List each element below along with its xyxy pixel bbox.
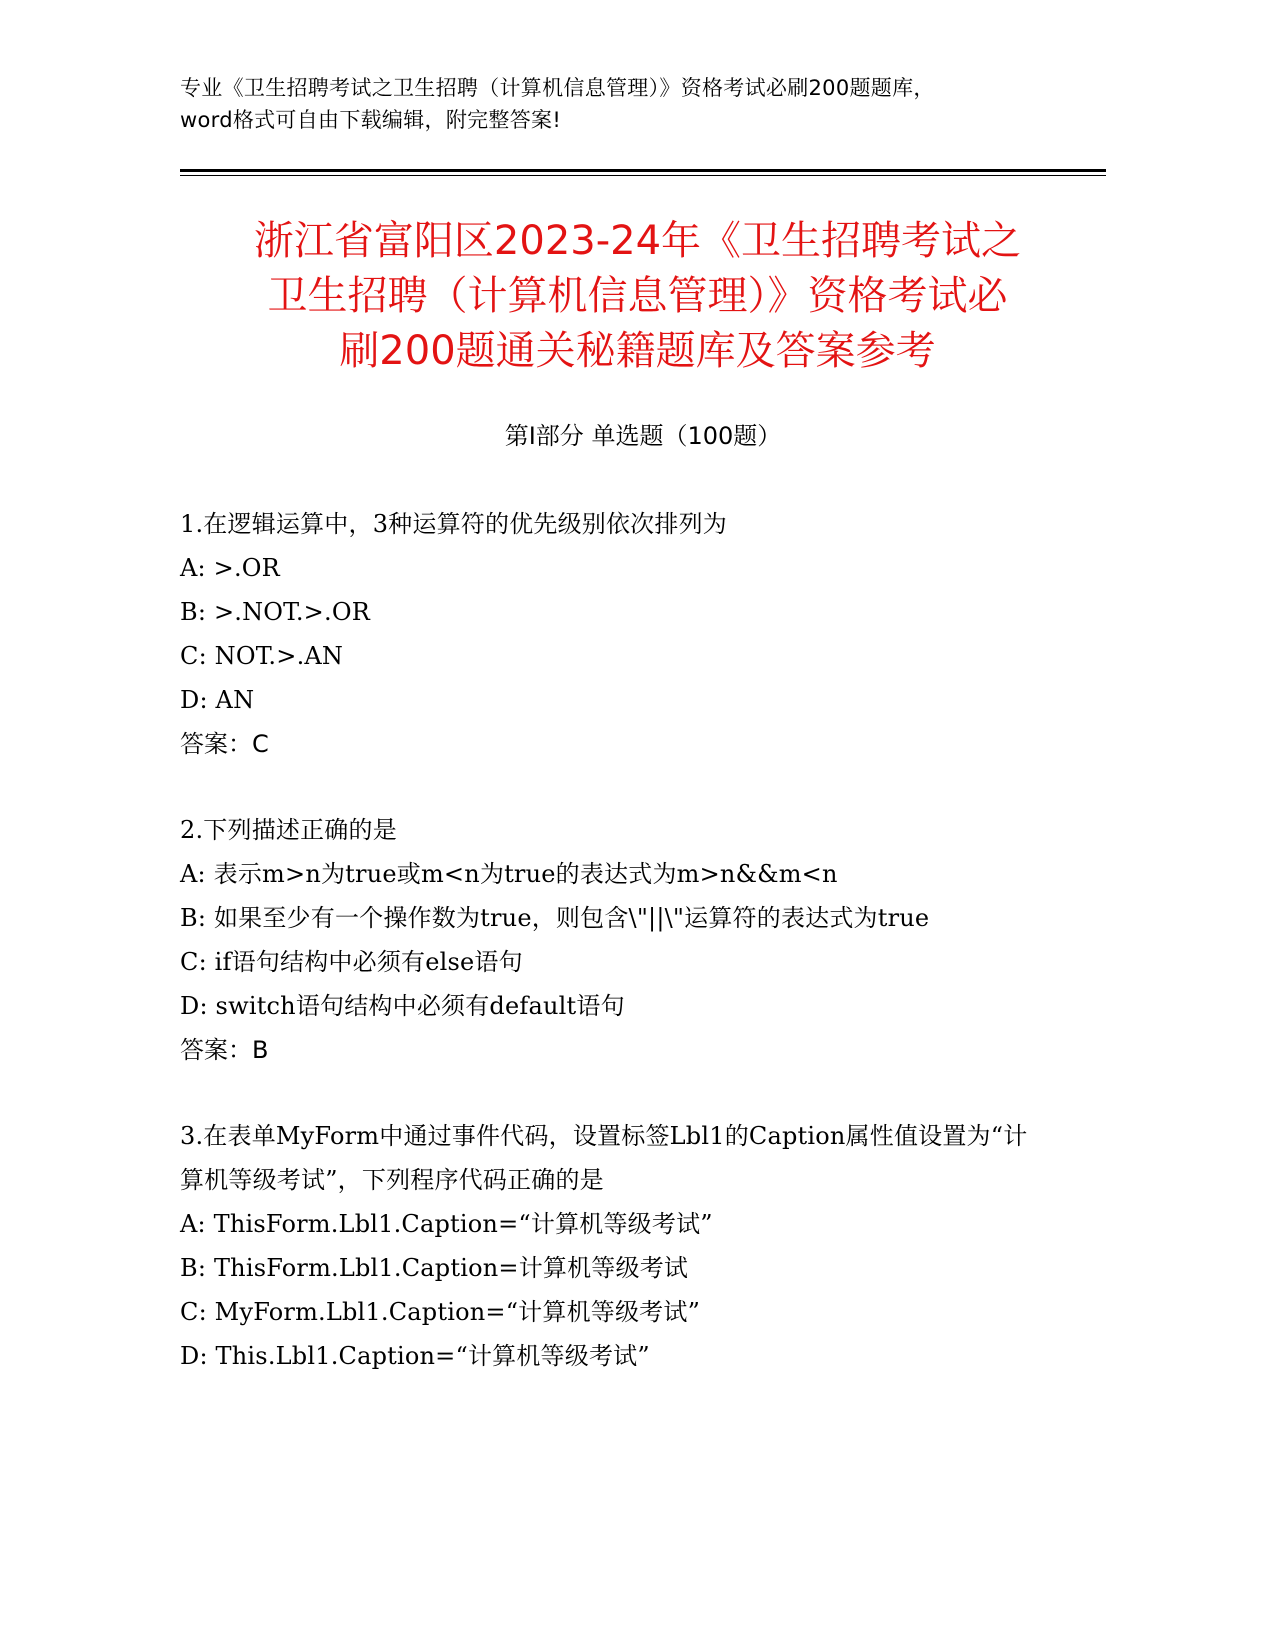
option-a: A: ThisForm.Lbl1.Caption=“计算机等级考试” (180, 1210, 713, 1238)
intro-line-1: 专业《卫生招聘考试之卫生招聘（计算机信息管理）》资格考试必刷200题题库， (180, 76, 935, 100)
title-line-2: 卫生招聘（计算机信息管理）》资格考试必 (267, 273, 1008, 319)
option-b: B: >.NOT.>.OR (180, 598, 370, 626)
option-b: B: ThisForm.Lbl1.Caption=计算机等级考试 (180, 1254, 689, 1282)
question-3 (180, 1114, 1030, 1378)
option-b: B: 如果至少有一个操作数为true，则包含\"||\"运算符的表达式为true (180, 904, 930, 932)
answer-text: 答案：B (180, 1036, 269, 1064)
option-d: D: switch语句结构中必须有default语句 (180, 992, 625, 1020)
section-heading: 第Ⅰ部分 单选题（100题） (504, 422, 782, 450)
option-a: A: >.OR (180, 554, 280, 582)
document-title (160, 214, 1115, 379)
question-list (180, 502, 1030, 1420)
option-c: C: NOT.>.AN (180, 642, 344, 670)
header-divider-thin (180, 175, 1106, 176)
question-2 (180, 808, 1030, 1072)
question-stem: 2.下列描述正确的是 (180, 816, 397, 844)
intro-line-2: word格式可自由下载编辑，附完整答案! (180, 108, 562, 132)
document-intro (180, 72, 1100, 136)
header-divider-thick (180, 169, 1106, 172)
question-1 (180, 502, 1030, 766)
option-d: D: AN (180, 686, 255, 714)
question-stem: 1.在逻辑运算中，3种运算符的优先级别依次排列为 (180, 510, 727, 538)
option-a: A: 表示m>n为true或m<n为true的表达式为m>n&&m<n (180, 860, 838, 888)
option-c: C: if语句结构中必须有else语句 (180, 948, 523, 976)
title-line-3: 刷200题通关秘籍题库及答案参考 (339, 328, 936, 374)
title-line-1: 浙江省富阳区2023-24年《卫生招聘考试之 (253, 218, 1022, 264)
question-stem: 3.在表单MyForm中通过事件代码，设置标签Lbl1的Caption属性值设置为“计算机等级考试”，下列程序代码正确的是 (180, 1122, 1028, 1194)
option-d: D: This.Lbl1.Caption=“计算机等级考试” (180, 1342, 650, 1370)
option-c: C: MyForm.Lbl1.Caption=“计算机等级考试” (180, 1298, 701, 1326)
answer-text: 答案：C (180, 730, 269, 758)
